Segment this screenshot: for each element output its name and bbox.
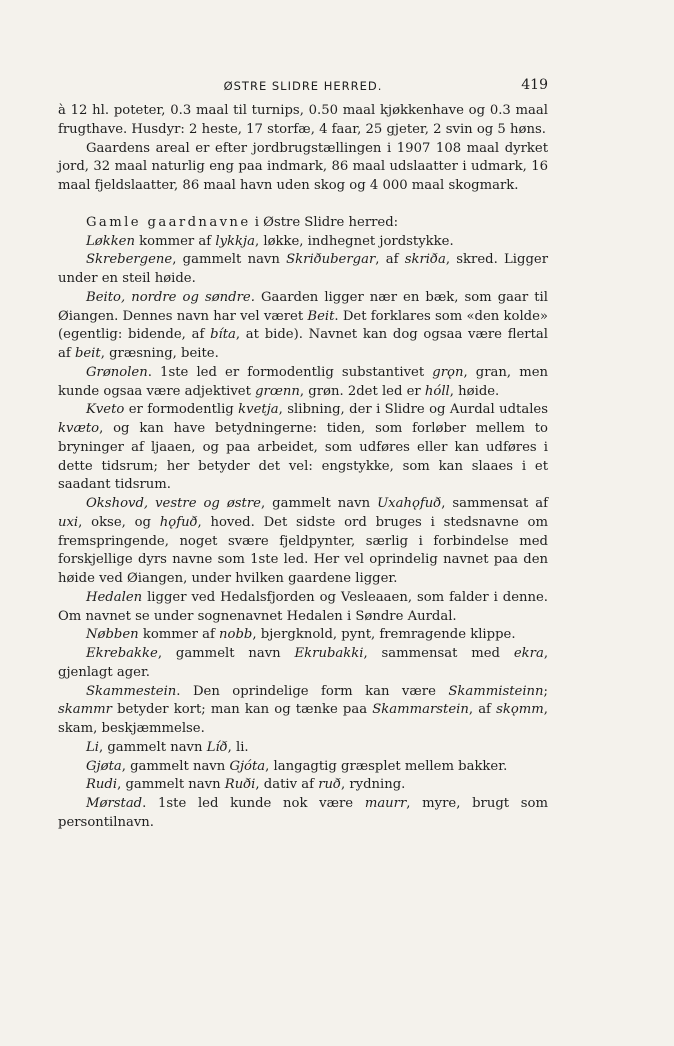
page-number: 419	[521, 77, 548, 93]
entry-term: Nøbben	[86, 627, 139, 643]
entry-gjota: Gjøta, gammelt navn Gjóta, langagtig græsplet mellem bakker.	[86, 758, 508, 774]
entry-ekrebakke: Ekrebakke, gammelt navn Ekrubakki, sammensat med ekra, gjenlagt ager.	[58, 646, 549, 680]
entry-term: Skrebergene	[86, 252, 173, 268]
entry-term: Løkken	[86, 233, 135, 249]
names-heading-spaced: Gamle gaardnavne	[86, 214, 251, 230]
running-head: ØSTRE SLIDRE HERRED.	[223, 79, 383, 93]
entry-skrebergene: Skrebergene, gammelt navn Skriðubergar, af skriða, skred. Ligger under en steil høide.	[58, 252, 549, 286]
intro-paragraph-2: Gaardens areal er efter jordbrugstællingen i 1907 108 maal dyrket jord, 32 maal naturlig eng paa indmark, 86 maal udslaatter i udmark, 16 maal fjeldslaatter, 86 maal havn uden skog og 4 000 maal skogmark.	[58, 140, 548, 193]
entry-term: Grønolen	[86, 364, 148, 380]
page-header	[58, 77, 548, 97]
body-text	[58, 102, 548, 833]
entry-term: Okshovd, vestre og østre	[86, 496, 261, 511]
entry-li: Li, gammelt navn Líð, li.	[86, 739, 249, 755]
entry-term: Mørstad	[86, 796, 143, 811]
intro-paragraph-1: à 12 hl. poteter, 0.3 maal til turnips, 0.50 maal kjøkkenhave og 0.3 maal frugthave. Husdyr: 2 heste, 17 storfæ, 4 faar, 25 gjeter, 2 svin og 5 høns.	[58, 103, 548, 137]
entry-kveto: Kveto er formodentlig kvetja, slibning, der i Slidre og Aurdal udtales kvæto, og kan have betydningerne: tiden, som forløber mellem to bryninger af ljaaen, og paa arbeidet, som udføres eller kan udføres i dette tidsrum; her betyder det vel: engstykke, som kan slaaes i et saadant tidsrum.	[58, 402, 549, 493]
entry-skammestein: Skammestein. Den oprindelige form kan være Skammisteinn; skammr betyder kort; man kan og tænke paa Skammarstein, af skǫmm, skam, beskjæmmelse.	[58, 683, 548, 736]
names-heading	[58, 214, 548, 233]
entry-gronolen: Grønolen. 1ste led er formodentlig substantivet grǫn, gran, men kunde ogsaa være adjektivet grœnn, grøn. 2det led er hóll, høide.	[58, 364, 549, 399]
entry-term: Skammestein	[86, 683, 177, 699]
entry-term: Rudi	[86, 777, 118, 793]
entry-beito: Beito, nordre og søndre. Gaarden ligger nær en bæk, som gaar til Øiangen. Dennes navn har vel været Beit. Det forklares som «den kolde» (egentlig: bidende, af bíta, at bide). Navnet kan dog ogsaa være flertal af beit, græsning, beite.	[58, 289, 549, 361]
entry-term: Li	[86, 739, 99, 755]
entry-rudi: Rudi, gammelt navn Ruði, dativ af ruð, rydning.	[86, 777, 406, 793]
entry-hedalen: Hedalen ligger ved Hedalsfjorden og Vesleaaen, som falder i denne. Om navnet se under sognenavnet Hedalen i Søndre Aurdal.	[58, 589, 548, 624]
entry-okshovd: Okshovd, vestre og østre, gammelt navn Uxahǫfuð, sammensat af uxi, okse, og hǫfuð, hoved. Det sidste ord bruges i stedsnavne om fremspringende, noget svære fjeldpynter, særlig i forbindelse med forskjellige dyrs navne som 1ste led. Her vel oprindelig navnet paa den høide ved Øiangen, under hvilken gaardene ligger.	[58, 496, 549, 586]
entry-term: Ekrebakke	[86, 646, 158, 661]
entry-morstad: Mørstad. 1ste led kunde nok være maurr, myre, brugt som persontilnavn.	[58, 796, 549, 830]
entry-term: Hedalen	[86, 589, 143, 605]
entry-term: Gjøta	[86, 758, 122, 774]
entry-lokken: Løkken kommer af lykkja, løkke, indhegnet jordstykke.	[86, 233, 454, 249]
entry-nobben: Nøbben kommer af nobb, bjergknold, pynt, fremragende klippe.	[86, 627, 516, 643]
names-heading-rest: i Østre Slidre herred:	[250, 214, 399, 230]
entry-term: Beito, nordre og søndre.	[86, 289, 255, 305]
entry-term: Kveto	[86, 402, 125, 418]
